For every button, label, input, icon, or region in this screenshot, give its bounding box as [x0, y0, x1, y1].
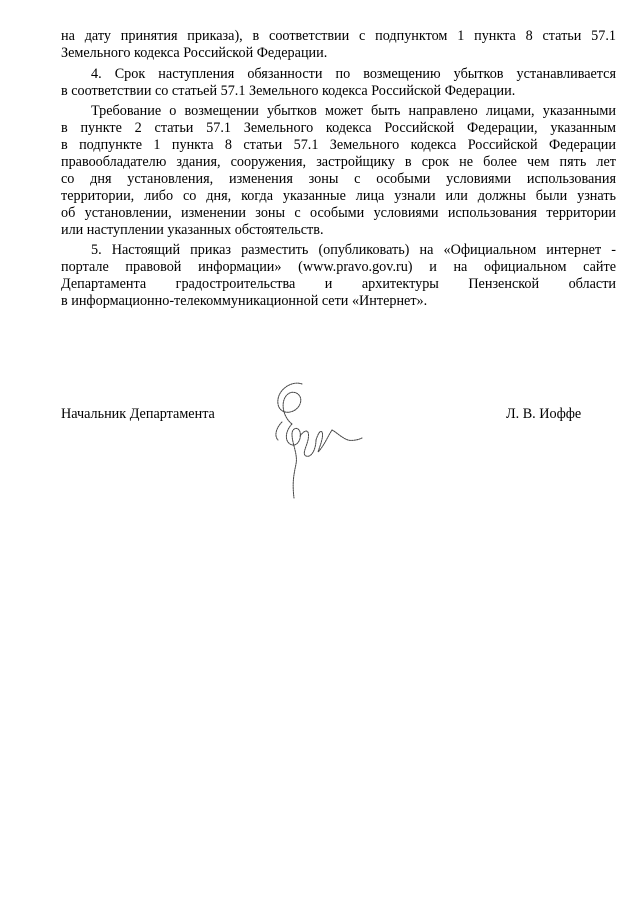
handwritten-signature — [262, 374, 372, 502]
text-line: в информационно-телекоммуникационной сети «Интернет». — [61, 293, 428, 309]
signer-name: Л. В. Иоффе — [506, 406, 582, 422]
text-line: Требование о возмещении убытков может быть направлено лицами, указанными — [91, 103, 616, 119]
text-line: со дня установления, изменения зоны с особыми условиями использования — [61, 171, 616, 187]
text-line: в подпункте 1 пункта 8 статьи 57.1 Земельного кодекса Российской Федерации — [61, 137, 616, 153]
signer-position: Начальник Департамента — [61, 406, 215, 422]
text-line: 4. Срок наступления обязанности по возмещению убытков устанавливается — [91, 66, 616, 82]
text-line: территории, либо со дня, когда указанные лица узнали или должны были узнать — [61, 188, 616, 204]
text-line: в соответствии со статьей 57.1 Земельного кодекса Российской Федерации. — [61, 83, 516, 99]
text-line: в пункте 2 статьи 57.1 Земельного кодекса Российской Федерации, указанным — [61, 120, 616, 136]
text-line: об установлении, изменении зоны с особыми условиями использования территории — [61, 205, 616, 221]
text-line: Земельного кодекса Российской Федерации. — [61, 45, 328, 61]
text-line: 5. Настоящий приказ разместить (опубликовать) на «Официальном интернет - — [91, 242, 616, 258]
text-line: портале правовой информации» (www.pravo.gov.ru) и на официальном сайте — [61, 259, 616, 275]
text-line: правообладателю здания, сооружения, застройщику в срок не более чем пять лет — [61, 154, 616, 170]
text-line: или наступлении указанных обстоятельств. — [61, 222, 324, 238]
text-line: Департамента градостроительства и архитектуры Пензенской области — [61, 276, 616, 292]
text-line: на дату принятия приказа), в соответствии с подпунктом 1 пункта 8 статьи 57.1 — [61, 28, 616, 44]
